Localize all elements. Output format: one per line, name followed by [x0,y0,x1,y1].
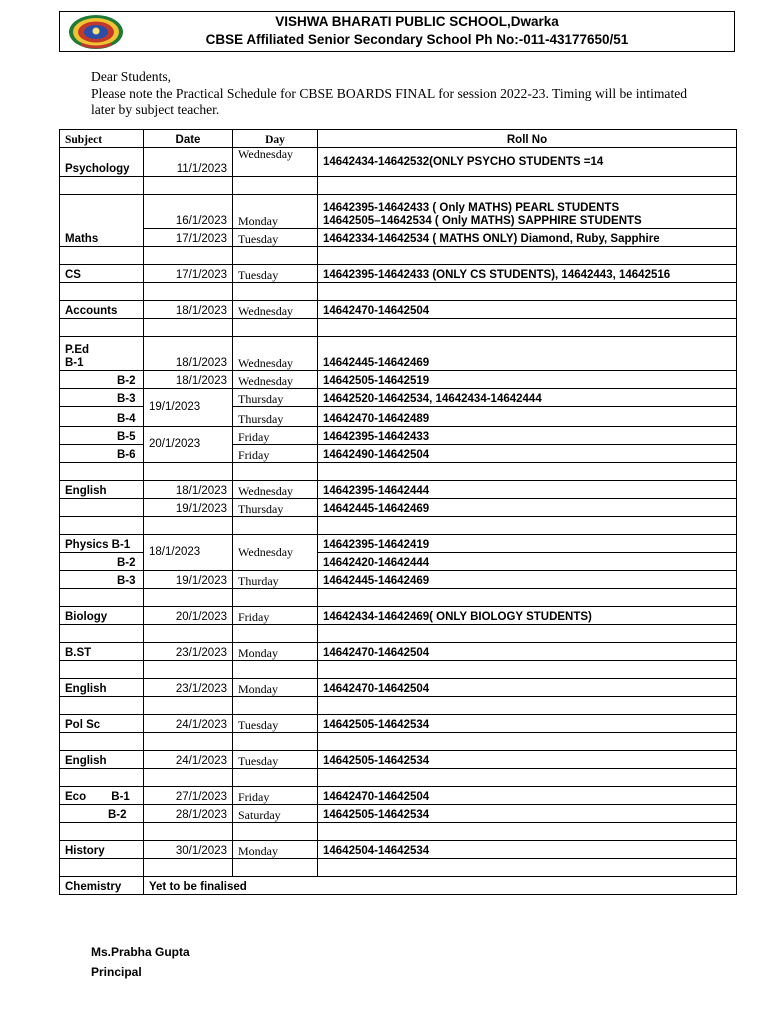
date-cell: 18/1/2023 [144,371,233,389]
roll-cell: 14642395-14642444 [318,481,737,499]
school-subtitle: CBSE Affiliated Senior Secondary School Ph No:-011-43177650/51 [205,32,629,47]
roll-cell: 14642504-14642534 [318,841,737,859]
table-row [60,715,737,733]
spacer-row [60,661,737,679]
spacer-row [60,177,737,195]
school-name: VISHWA BHARATI PUBLIC SCHOOL,Dwarka [275,14,559,29]
date-cell: 19/1/2023 [144,499,233,517]
batch-label: B-1 [111,791,130,803]
subject-cell: Psychology [60,148,144,177]
roll-cell: 14642470-14642504 [318,787,737,805]
roll-cell: 14642395-14642433 (ONLY CS STUDENTS), 14642443, 14642516 [318,265,737,283]
day-cell: Wednesday [233,148,318,177]
signature-block [91,942,190,982]
roll-cell: 14642445-14642469 [318,499,737,517]
spacer-row [60,517,737,535]
roll-cell: 14642505-14642534 [318,805,737,823]
table-row [60,787,737,805]
day-cell: Friday [233,445,318,463]
date-cell: 23/1/2023 [144,679,233,697]
spacer-row [60,283,737,301]
subject-cell [60,337,144,371]
date-cell: 27/1/2023 [144,787,233,805]
letter-body: Please note the Practical Schedule for CBSE BOARDS FINAL for session 2022-23. Timing will be intimated later by subject teacher. [91,85,688,117]
day-cell: Thursday [233,407,318,427]
table-row [60,535,737,553]
subject-cell [60,787,144,805]
subject-cell: History [60,841,144,859]
header-roll-no: Roll No [318,130,737,148]
day-cell: Tuesday [233,715,318,733]
roll-cell: 14642470-14642504 [318,679,737,697]
day-cell: Tuesday [233,265,318,283]
day-cell: Wednesday [233,535,318,571]
greeting: Dear Students, [91,69,172,84]
table-row [60,229,737,247]
roll-cell: 14642445-14642469 [318,571,737,589]
date-cell: 20/1/2023 [144,427,233,463]
table-row [60,877,737,895]
day-cell: Friday [233,787,318,805]
subject-cell: Chemistry [60,877,144,895]
batch-cell: B-5 [60,427,144,445]
table-row [60,751,737,769]
spacer-row [60,769,737,787]
spacer-row [60,589,737,607]
subject-cell: English [60,481,144,499]
practical-schedule-table [59,129,737,895]
date-cell: 20/1/2023 [144,607,233,625]
principal-title: Principal [91,965,142,979]
roll-cell: 14642434-14642469( ONLY BIOLOGY STUDENTS) [318,607,737,625]
spacer-row [60,463,737,481]
table-row [60,371,737,389]
day-cell: Friday [233,607,318,625]
letterhead [59,11,735,52]
spacer-row [60,697,737,715]
table-row [60,805,737,823]
spacer-row [60,859,737,877]
roll-cell: 14642470-14642504 [318,301,737,319]
subject-cell: Biology [60,607,144,625]
table-row [60,301,737,319]
roll-cell: 14642395-14642419 [318,535,737,553]
day-cell: Monday [233,195,318,229]
roll-cell: 14642490-14642504 [318,445,737,463]
batch-cell: B-3 [60,389,144,407]
principal-name: Ms.Prabha Gupta [91,945,190,959]
day-cell: Wednesday [233,371,318,389]
spacer-row [60,247,737,265]
roll-cell: 14642505-14642534 [318,751,737,769]
day-cell: Friday [233,427,318,445]
day-cell: Wednesday [233,337,318,371]
roll-cell: 14642434-14642532(ONLY PSYCHO STUDENTS =14 [318,148,737,177]
day-cell: Monday [233,841,318,859]
day-cell: Monday [233,643,318,661]
day-cell: Thurday [233,571,318,589]
batch-cell: B-6 [60,445,144,463]
date-cell: 18/1/2023 [144,481,233,499]
table-row [60,148,737,177]
subject-label: P.Ed [65,344,90,356]
spacer-row [60,823,737,841]
batch-cell: B-2 [60,805,144,823]
subject-cell: English [60,679,144,697]
subject-cell: Physics B-1 [60,535,144,553]
table-row [60,195,737,229]
batch-label: B-1 [65,357,84,369]
subject-cell: B.ST [60,643,144,661]
date-cell: 17/1/2023 [144,229,233,247]
day-cell: Thursday [233,499,318,517]
table-row [60,427,737,445]
roll-cell [318,195,737,229]
day-cell: Tuesday [233,229,318,247]
subject-cell: Accounts [60,301,144,319]
date-cell: 19/1/2023 [144,571,233,589]
header-date: Date [144,130,233,148]
spacer-row [60,733,737,751]
spacer-row [60,625,737,643]
day-cell: Wednesday [233,481,318,499]
day-cell: Thursday [233,389,318,407]
date-cell: 19/1/2023 [144,389,233,427]
roll-line: 14642395-14642433 ( Only MATHS) PEARL STUDENTS [323,202,620,214]
day-cell: Monday [233,679,318,697]
table-row [60,481,737,499]
table-row [60,499,737,517]
subject-cell: English [60,751,144,769]
date-cell: 11/1/2023 [144,148,233,177]
spacer-row [60,319,737,337]
roll-cell: 14642470-14642489 [318,407,737,427]
batch-cell: B-4 [60,407,144,427]
date-cell: 18/1/2023 [144,337,233,371]
table-header-row [60,130,737,148]
subject-cell: CS [60,265,144,283]
roll-cell: 14642520-14642534, 14642434-14642444 [318,389,737,407]
day-cell: Wednesday [233,301,318,319]
date-cell: 16/1/2023 [144,195,233,229]
date-cell: 28/1/2023 [144,805,233,823]
subject-cell: Pol Sc [60,715,144,733]
roll-cell: 14642334-14642534 ( MATHS ONLY) Diamond, Ruby, Sapphire [318,229,737,247]
batch-cell: B-2 [60,553,144,571]
date-cell: 18/1/2023 [144,301,233,319]
table-row [60,607,737,625]
day-cell: Saturday [233,805,318,823]
roll-cell: 14642445-14642469 [318,337,737,371]
roll-cell: 14642420-14642444 [318,553,737,571]
batch-cell: B-3 [60,571,144,589]
date-cell: 24/1/2023 [144,715,233,733]
letter-intro [91,69,691,119]
table-row [60,265,737,283]
table-row [60,389,737,407]
roll-cell: 14642505-14642534 [318,715,737,733]
note-cell: Yet to be finalised [144,877,737,895]
roll-cell: 14642505-14642519 [318,371,737,389]
table-row [60,679,737,697]
date-cell: 17/1/2023 [144,265,233,283]
subject-cell: Maths [60,195,144,247]
subject-cell [60,499,144,517]
batch-cell: B-2 [60,371,144,389]
date-cell: 30/1/2023 [144,841,233,859]
roll-cell: 14642395-14642433 [318,427,737,445]
day-cell: Tuesday [233,751,318,769]
table-row [60,841,737,859]
table-row [60,337,737,371]
table-row [60,571,737,589]
header-day: Day [233,130,318,148]
roll-cell: 14642470-14642504 [318,643,737,661]
date-cell: 18/1/2023 [144,535,233,571]
table-row [60,643,737,661]
subject-label: Eco [65,791,87,803]
date-cell: 23/1/2023 [144,643,233,661]
roll-line: 14642505–14642534 ( Only MATHS) SAPPHIRE STUDENTS [323,215,642,227]
date-cell: 24/1/2023 [144,751,233,769]
header-subject: Subject [60,130,144,148]
